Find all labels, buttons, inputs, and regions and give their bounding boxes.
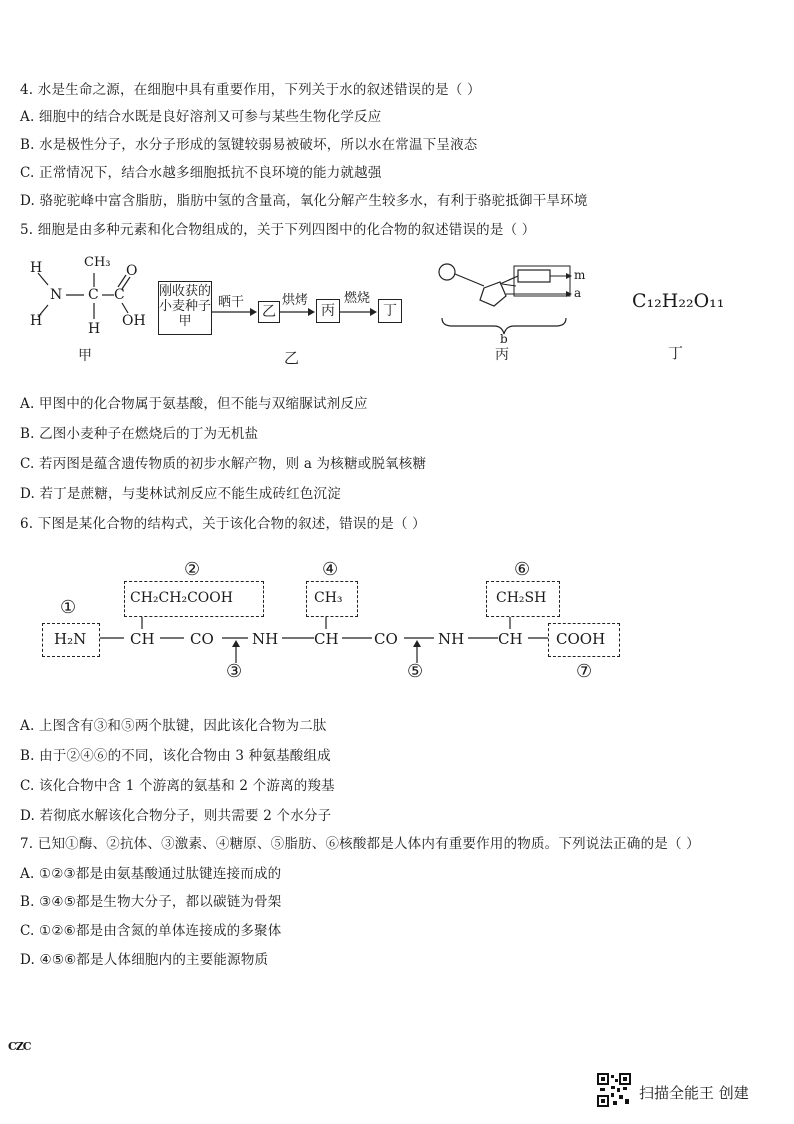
q5-option-d: D. 若丁是蔗糖，与斐林试剂反应不能生成砖红色沉淀 <box>20 486 341 502</box>
imino-2: NH <box>438 630 465 648</box>
label-6: ⑥ <box>514 559 531 580</box>
bing-m: m <box>574 268 586 282</box>
alpha-carbon-3: CH <box>498 630 523 648</box>
yi-box-yi: 乙 <box>258 301 280 323</box>
bing-b: b <box>500 332 508 346</box>
label-5: ⑤ <box>407 661 424 682</box>
r-group-2: CH₂CH₂COOH <box>130 590 233 606</box>
carbonyl-2: CO <box>374 630 398 648</box>
q4-stem: 4. 水是生命之源，在细胞中具有重要作用，下列关于水的叙述错误的是（ ） <box>20 82 481 98</box>
q6-option-a: A. 上图含有③和⑤两个肽键，因此该化合物为二肽 <box>20 718 327 734</box>
alpha-carbon-1: CH <box>130 630 155 648</box>
footer-logo: CZC <box>8 1040 31 1053</box>
yi-box-bing: 丙 <box>316 299 340 323</box>
bing-nucleotide <box>432 258 592 368</box>
amino-group: H₂N <box>54 630 87 648</box>
figure-ding <box>632 290 742 370</box>
jia-h-alpha: H <box>88 321 101 337</box>
ding-label: 丁 <box>668 344 684 362</box>
q4-option-c: C. 正常情况下，结合水越多细胞抵抗不良环境的能力就越强 <box>20 165 382 181</box>
scanner-watermark-text: 扫描全能王 创建 <box>639 1084 749 1102</box>
r-group-6: CH₂SH <box>496 590 547 606</box>
jia-ch3: CH₃ <box>84 255 111 270</box>
label-1: ① <box>60 597 77 618</box>
yi-arrows <box>158 275 408 345</box>
jia-n: N <box>50 287 63 303</box>
q6-option-c: C. 该化合物中含 1 个游离的氨基和 2 个游离的羧基 <box>20 778 335 794</box>
yi-seed-box: 刚收获的小麦种子甲 <box>158 281 212 335</box>
label-3: ③ <box>226 661 243 682</box>
r-group-4: CH₃ <box>314 590 343 606</box>
yi-box-ding: 丁 <box>378 299 402 323</box>
q7-option-d: D. ④⑤⑥都是人体细胞内的主要能源物质 <box>20 952 269 968</box>
qr-code-icon <box>597 1073 631 1107</box>
q6-option-b: B. 由于②④⑥的不同，该化合物由 3 种氨基酸组成 <box>20 748 331 764</box>
jia-label: 甲 <box>78 348 92 364</box>
jia-o: O <box>126 263 138 279</box>
yi-step-dry: 晒干 <box>218 295 245 310</box>
bing-label: 丙 <box>495 347 509 363</box>
alpha-carbon-2: CH <box>314 630 339 648</box>
q5-stem: 5. 细胞是由多种元素和化合物组成的，关于下列四图中的化合物的叙述错误的是（ ） <box>20 222 536 238</box>
q5-option-b: B. 乙图小麦种子在燃烧后的丁为无机盐 <box>20 426 259 442</box>
q4-option-d: D. 骆驼驼峰中富含脂肪，脂肪中氢的含量高，氧化分解产生较多水，有利于骆驼抵御干旱环境 <box>20 193 588 209</box>
label-4: ④ <box>322 559 339 580</box>
q7-option-c: C. ①②⑥都是由含氮的单体连接成的多聚体 <box>20 923 282 939</box>
jia-h-bottom: H <box>30 313 43 329</box>
q4-option-b: B. 水是极性分子，水分子形成的氢键较弱易被破坏，所以水在常温下呈液态 <box>20 137 478 153</box>
jia-oh: OH <box>122 313 146 329</box>
jia-c-carboxyl: C <box>114 287 125 303</box>
figure-jia <box>18 255 158 365</box>
carbonyl-1: CO <box>190 630 214 648</box>
q7-stem: 7. 已知①酶、②抗体、③激素、④糖原、⑤脂肪、⑥核酸都是人体内有重要作用的物质。下列说法正确的是（ ） <box>20 836 700 852</box>
q4-option-a: A. 细胞中的结合水既是良好溶剂又可参与某些生物化学反应 <box>20 109 382 125</box>
label-7: ⑦ <box>576 661 593 682</box>
q7-option-a: A. ①②③都是由氨基酸通过肽键连接而成的 <box>20 866 282 882</box>
q7-option-b: B. ③④⑤都是生物大分子，都以碳链为骨架 <box>20 894 282 910</box>
yi-step-bake: 烘烤 <box>282 293 309 308</box>
q6-option-d: D. 若彻底水解该化合物分子，则共需要 2 个水分子 <box>20 808 332 824</box>
q6-stem: 6. 下图是某化合物的结构式，关于该化合物的叙述，错误的是（ ） <box>20 516 426 532</box>
yi-step-burn: 燃烧 <box>344 291 371 306</box>
figure-bing <box>432 258 592 368</box>
figure-yi <box>158 275 408 375</box>
label-2: ② <box>184 559 201 580</box>
jia-h-top: H <box>30 260 43 276</box>
carboxyl-group: COOH <box>556 630 606 648</box>
q5-option-c: C. 若丙图是蕴含遗传物质的初步水解产物，则 a 为核糖或脱氧核糖 <box>20 456 427 472</box>
jia-c-alpha: C <box>88 287 99 303</box>
ding-formula: C₁₂H₂₂O₁₁ <box>632 290 725 312</box>
q5-option-a: A. 甲图中的化合物属于氨基酸，但不能与双缩脲试剂反应 <box>20 396 368 412</box>
imino-1: NH <box>252 630 279 648</box>
yi-label: 乙 <box>284 349 300 367</box>
figure-peptide <box>36 555 626 690</box>
bing-a: a <box>574 286 582 300</box>
